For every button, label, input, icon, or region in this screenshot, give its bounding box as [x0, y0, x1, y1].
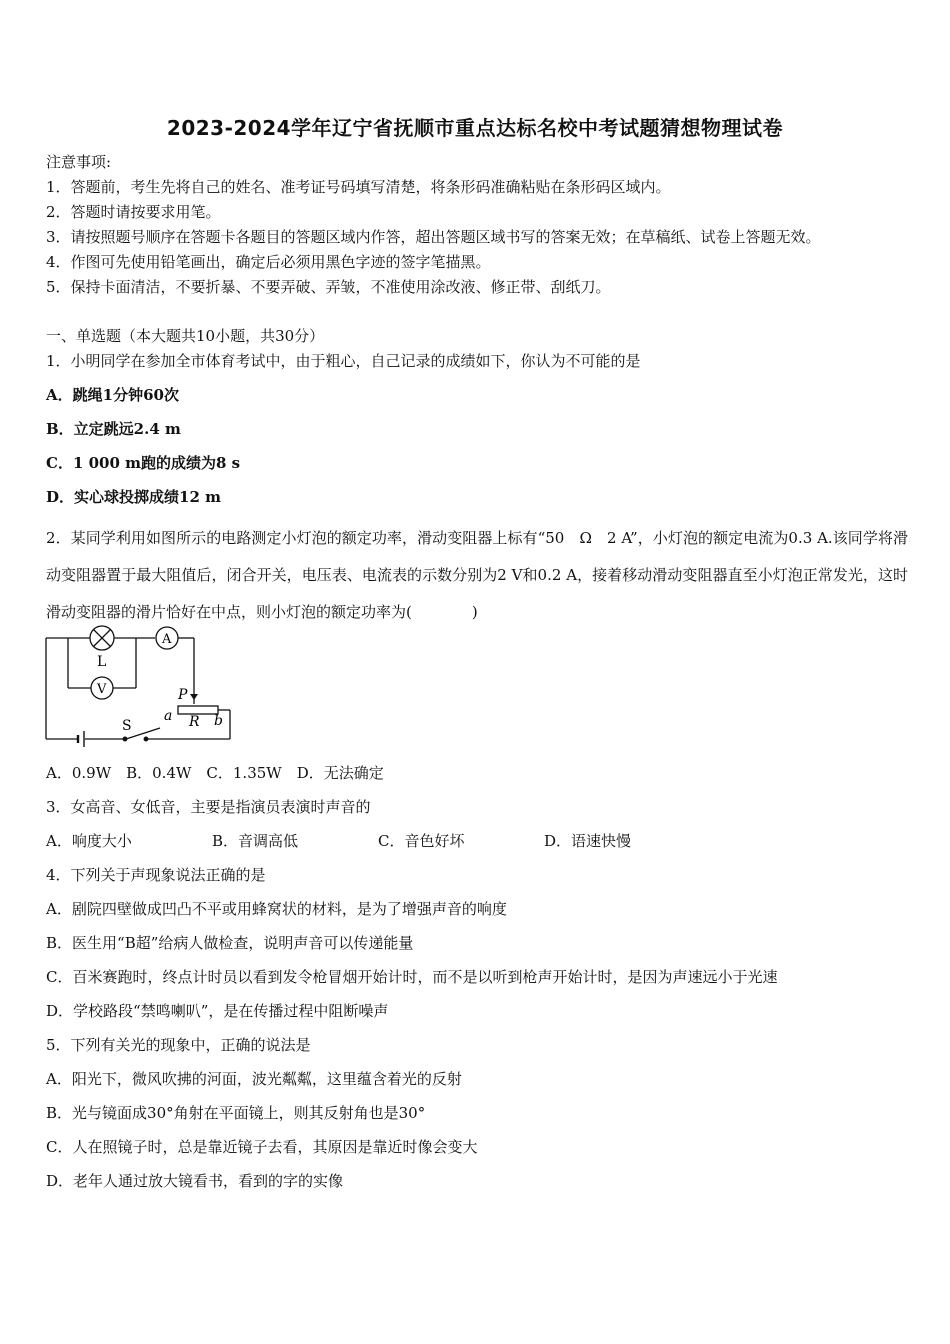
- q1-stem: 1．小明同学在参加全市体育考试中，由于粗心，自己记录的成绩如下，你认为不可能的是: [46, 352, 641, 370]
- section-heading: 一、单选题（本大题共10小题，共30分）: [46, 327, 325, 345]
- notice-item: 3．请按照题号顺序在答题卡各题目的答题区域内作答，超出答题区域书写的答案无效；在草稿纸、试卷上答题无效。: [46, 228, 821, 246]
- notice-item: 1．答题前，考生先将自己的姓名、准考证号码填写清楚，将条形码准确粘贴在条形码区域内。: [46, 178, 671, 196]
- q4-option-b: B．医生用“B超”给病人做检查，说明声音可以传递能量: [46, 934, 414, 952]
- slider-label: P: [178, 687, 188, 703]
- q4-stem: 4．下列关于声现象说法正确的是: [46, 866, 266, 884]
- switch-label: S: [122, 718, 132, 734]
- q3-option-c: C．音色好坏: [378, 832, 465, 850]
- notice-item: 4．作图可先使用铅笔画出，确定后必须用黑色字迹的签字笔描黑。: [46, 253, 491, 271]
- end-b-label: b: [214, 713, 223, 729]
- q1-option-c: C．1 000 m跑的成绩为8 s: [46, 454, 241, 472]
- q4-option-c: C．百米赛跑时，终点计时员以看到发令枪冒烟开始计时，而不是以听到枪声开始计时，是因为声速远小于光速: [46, 968, 778, 986]
- q5-stem: 5．下列有关光的现象中，正确的说法是: [46, 1036, 311, 1054]
- q5-option-d: D．老年人通过放大镜看书，看到的字的实像: [46, 1172, 344, 1190]
- q5-option-a: A．阳光下，微风吹拂的河面，波光粼粼，这里蕴含着光的反射: [46, 1070, 462, 1088]
- notice-item: 2．答题时请按要求用笔。: [46, 203, 221, 221]
- slider-arrow: [190, 694, 198, 700]
- q1-option-a: A．跳绳1分钟60次: [46, 386, 179, 404]
- q3-options: [46, 831, 631, 851]
- q2-stem: 2．某同学利用如图所示的电路测定小灯泡的额定功率，滑动变阻器上标有“50 Ω 2 A”，小灯泡的额定电流为0.3 A.该同学将滑动变阻器置于最大阻值后，闭合开关，电压表、电流表的示数分别为2 V和0.2 A，接着移动滑动变阻器直至小灯泡正常发光，这时滑动变阻器的滑片恰好在中点，则小灯泡的额定功率为( ): [46, 529, 908, 621]
- voltmeter-label: V: [97, 682, 107, 697]
- q3-stem: 3．女高音、女低音，主要是指演员表演时声音的: [46, 798, 371, 816]
- q4-option-d: D．学校路段“禁鸣喇叭”，是在传播过程中阻断噪声: [46, 1002, 389, 1020]
- q3-option-d: D．语速快慢: [544, 832, 632, 850]
- page-title: 2023-2024学年辽宁省抚顺市重点达标名校中考试题猜想物理试卷: [166, 116, 784, 140]
- resistor-label: R: [189, 714, 200, 730]
- q3-option-b: B．音调高低: [212, 832, 299, 850]
- end-a-label: a: [164, 708, 173, 724]
- notice-heading: 注意事项:: [46, 153, 112, 171]
- q3-option-a: A．响度大小: [46, 832, 132, 850]
- q5-option-c: C．人在照镜子时，总是靠近镜子去看，其原因是靠近时像会变大: [46, 1138, 478, 1156]
- switch-contact: [144, 737, 148, 741]
- q2-options: A．0.9W B．0.4W C．1.35W D．无法确定: [46, 764, 384, 782]
- q4-option-a: A．剧院四壁做成凹凸不平或用蜂窝状的材料，是为了增强声音的响度: [46, 900, 507, 918]
- q1-option-d: D．实心球投掷成绩12 m: [46, 488, 221, 506]
- notice-item: 5．保持卡面清洁，不要折暴、不要弄破、弄皱，不准使用涂改液、修正带、刮纸刀。: [46, 278, 611, 296]
- q1-option-b: B．立定跳远2.4 m: [46, 420, 181, 438]
- q5-option-b: B．光与镜面成30°角射在平面镜上，则其反射角也是30°: [46, 1104, 426, 1122]
- rheostat-resistor: [178, 706, 218, 714]
- circuit-diagram: [40, 622, 250, 752]
- lamp-label: L: [97, 654, 107, 670]
- ammeter-label: A: [162, 632, 172, 647]
